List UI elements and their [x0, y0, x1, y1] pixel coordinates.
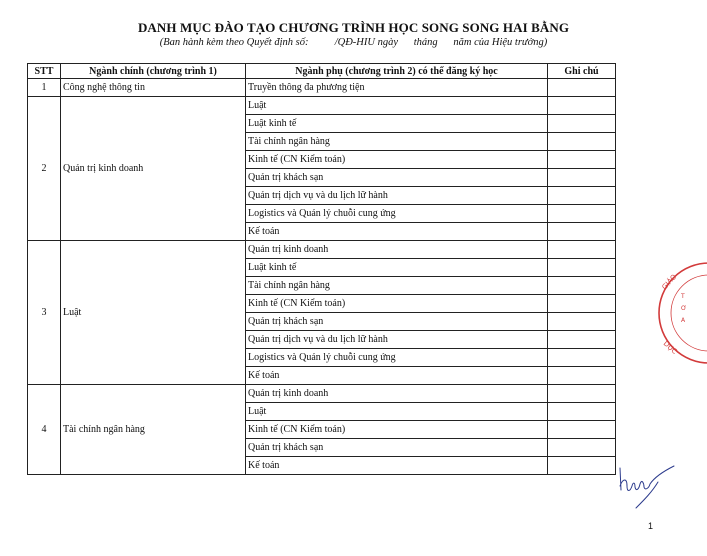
minor-cell: Luật — [246, 403, 548, 421]
minor-cell: Kinh tế (CN Kiểm toán) — [246, 421, 548, 439]
note-cell — [548, 115, 616, 133]
minor-cell: Logistics và Quản lý chuỗi cung ứng — [246, 205, 548, 223]
table-header-row — [28, 64, 616, 79]
major-cell: Công nghệ thông tin — [61, 79, 246, 97]
svg-text:Ơ: Ơ — [681, 305, 687, 312]
note-cell — [548, 439, 616, 457]
table-row — [28, 79, 616, 97]
page-number: 1 — [648, 521, 654, 531]
note-cell — [548, 331, 616, 349]
note-cell — [548, 151, 616, 169]
table-row — [28, 97, 616, 115]
note-cell — [548, 349, 616, 367]
stamp-seal-icon — [651, 258, 707, 368]
minor-cell: Kế toán — [246, 223, 548, 241]
svg-text:GIÁO: GIÁO — [660, 272, 679, 292]
minor-cell: Luật kinh tế — [246, 259, 548, 277]
minor-cell: Quản trị khách sạn — [246, 169, 548, 187]
minor-cell: Quản trị dịch vụ và du lịch lữ hành — [246, 331, 548, 349]
note-cell — [548, 421, 616, 439]
note-cell — [548, 133, 616, 151]
major-cell: Quản trị kinh doanh — [61, 97, 246, 241]
col-header-minor: Ngành phụ (chương trình 2) có thể đăng ký học — [246, 64, 548, 79]
minor-cell: Luật kinh tế — [246, 115, 548, 133]
table-row — [28, 385, 616, 403]
document-title: DANH MỤC ĐÀO TẠO CHƯƠNG TRÌNH HỌC SONG SONG HAI BẰNG — [137, 20, 570, 35]
minor-cell: Logistics và Quản lý chuỗi cung ứng — [246, 349, 548, 367]
minor-cell: Quản trị khách sạn — [246, 439, 548, 457]
note-cell — [548, 223, 616, 241]
minor-cell: Kế toán — [246, 457, 548, 475]
document-subtitle: (Ban hành kèm theo Quyết định số: /QĐ-HIU ngày tháng năm của Hiệu trưởng) — [159, 37, 548, 48]
official-stamp — [651, 258, 707, 368]
minor-cell: Kinh tế (CN Kiểm toán) — [246, 295, 548, 313]
minor-cell: Truyền thông đa phương tiện — [246, 79, 548, 97]
note-cell — [548, 241, 616, 259]
note-cell — [548, 205, 616, 223]
svg-text:DỤC: DỤC — [661, 339, 679, 356]
program-table — [27, 63, 616, 475]
minor-cell: Tài chính ngân hàng — [246, 277, 548, 295]
col-header-major: Ngành chính (chương trình 1) — [61, 64, 246, 79]
note-cell — [548, 367, 616, 385]
note-cell — [548, 313, 616, 331]
minor-cell: Quản trị khách sạn — [246, 313, 548, 331]
note-cell — [548, 457, 616, 475]
minor-cell: Tài chính ngân hàng — [246, 133, 548, 151]
svg-text:A: A — [681, 317, 686, 324]
stt-cell: 2 — [28, 97, 61, 241]
signature — [618, 462, 678, 512]
stt-cell: 1 — [28, 79, 61, 97]
note-cell — [548, 187, 616, 205]
minor-cell: Quản trị dịch vụ và du lịch lữ hành — [246, 187, 548, 205]
note-cell — [548, 97, 616, 115]
minor-cell: Quản trị kinh doanh — [246, 241, 548, 259]
stt-cell: 4 — [28, 385, 61, 475]
note-cell — [548, 79, 616, 97]
stt-cell: 3 — [28, 241, 61, 385]
note-cell — [548, 169, 616, 187]
table-row — [28, 241, 616, 259]
minor-cell: Quản trị kinh doanh — [246, 385, 548, 403]
minor-cell: Luật — [246, 97, 548, 115]
minor-cell: Kế toán — [246, 367, 548, 385]
minor-cell: Kinh tế (CN Kiểm toán) — [246, 151, 548, 169]
svg-text:T: T — [681, 293, 685, 300]
col-header-stt: STT — [28, 64, 61, 79]
major-cell: Tài chính ngân hàng — [61, 385, 246, 475]
note-cell — [548, 277, 616, 295]
major-cell: Luật — [61, 241, 246, 385]
col-header-note: Ghi chú — [548, 64, 616, 79]
note-cell — [548, 259, 616, 277]
table-body — [28, 79, 616, 475]
note-cell — [548, 403, 616, 421]
note-cell — [548, 295, 616, 313]
note-cell — [548, 385, 616, 403]
signature-scribble-icon — [618, 462, 678, 512]
